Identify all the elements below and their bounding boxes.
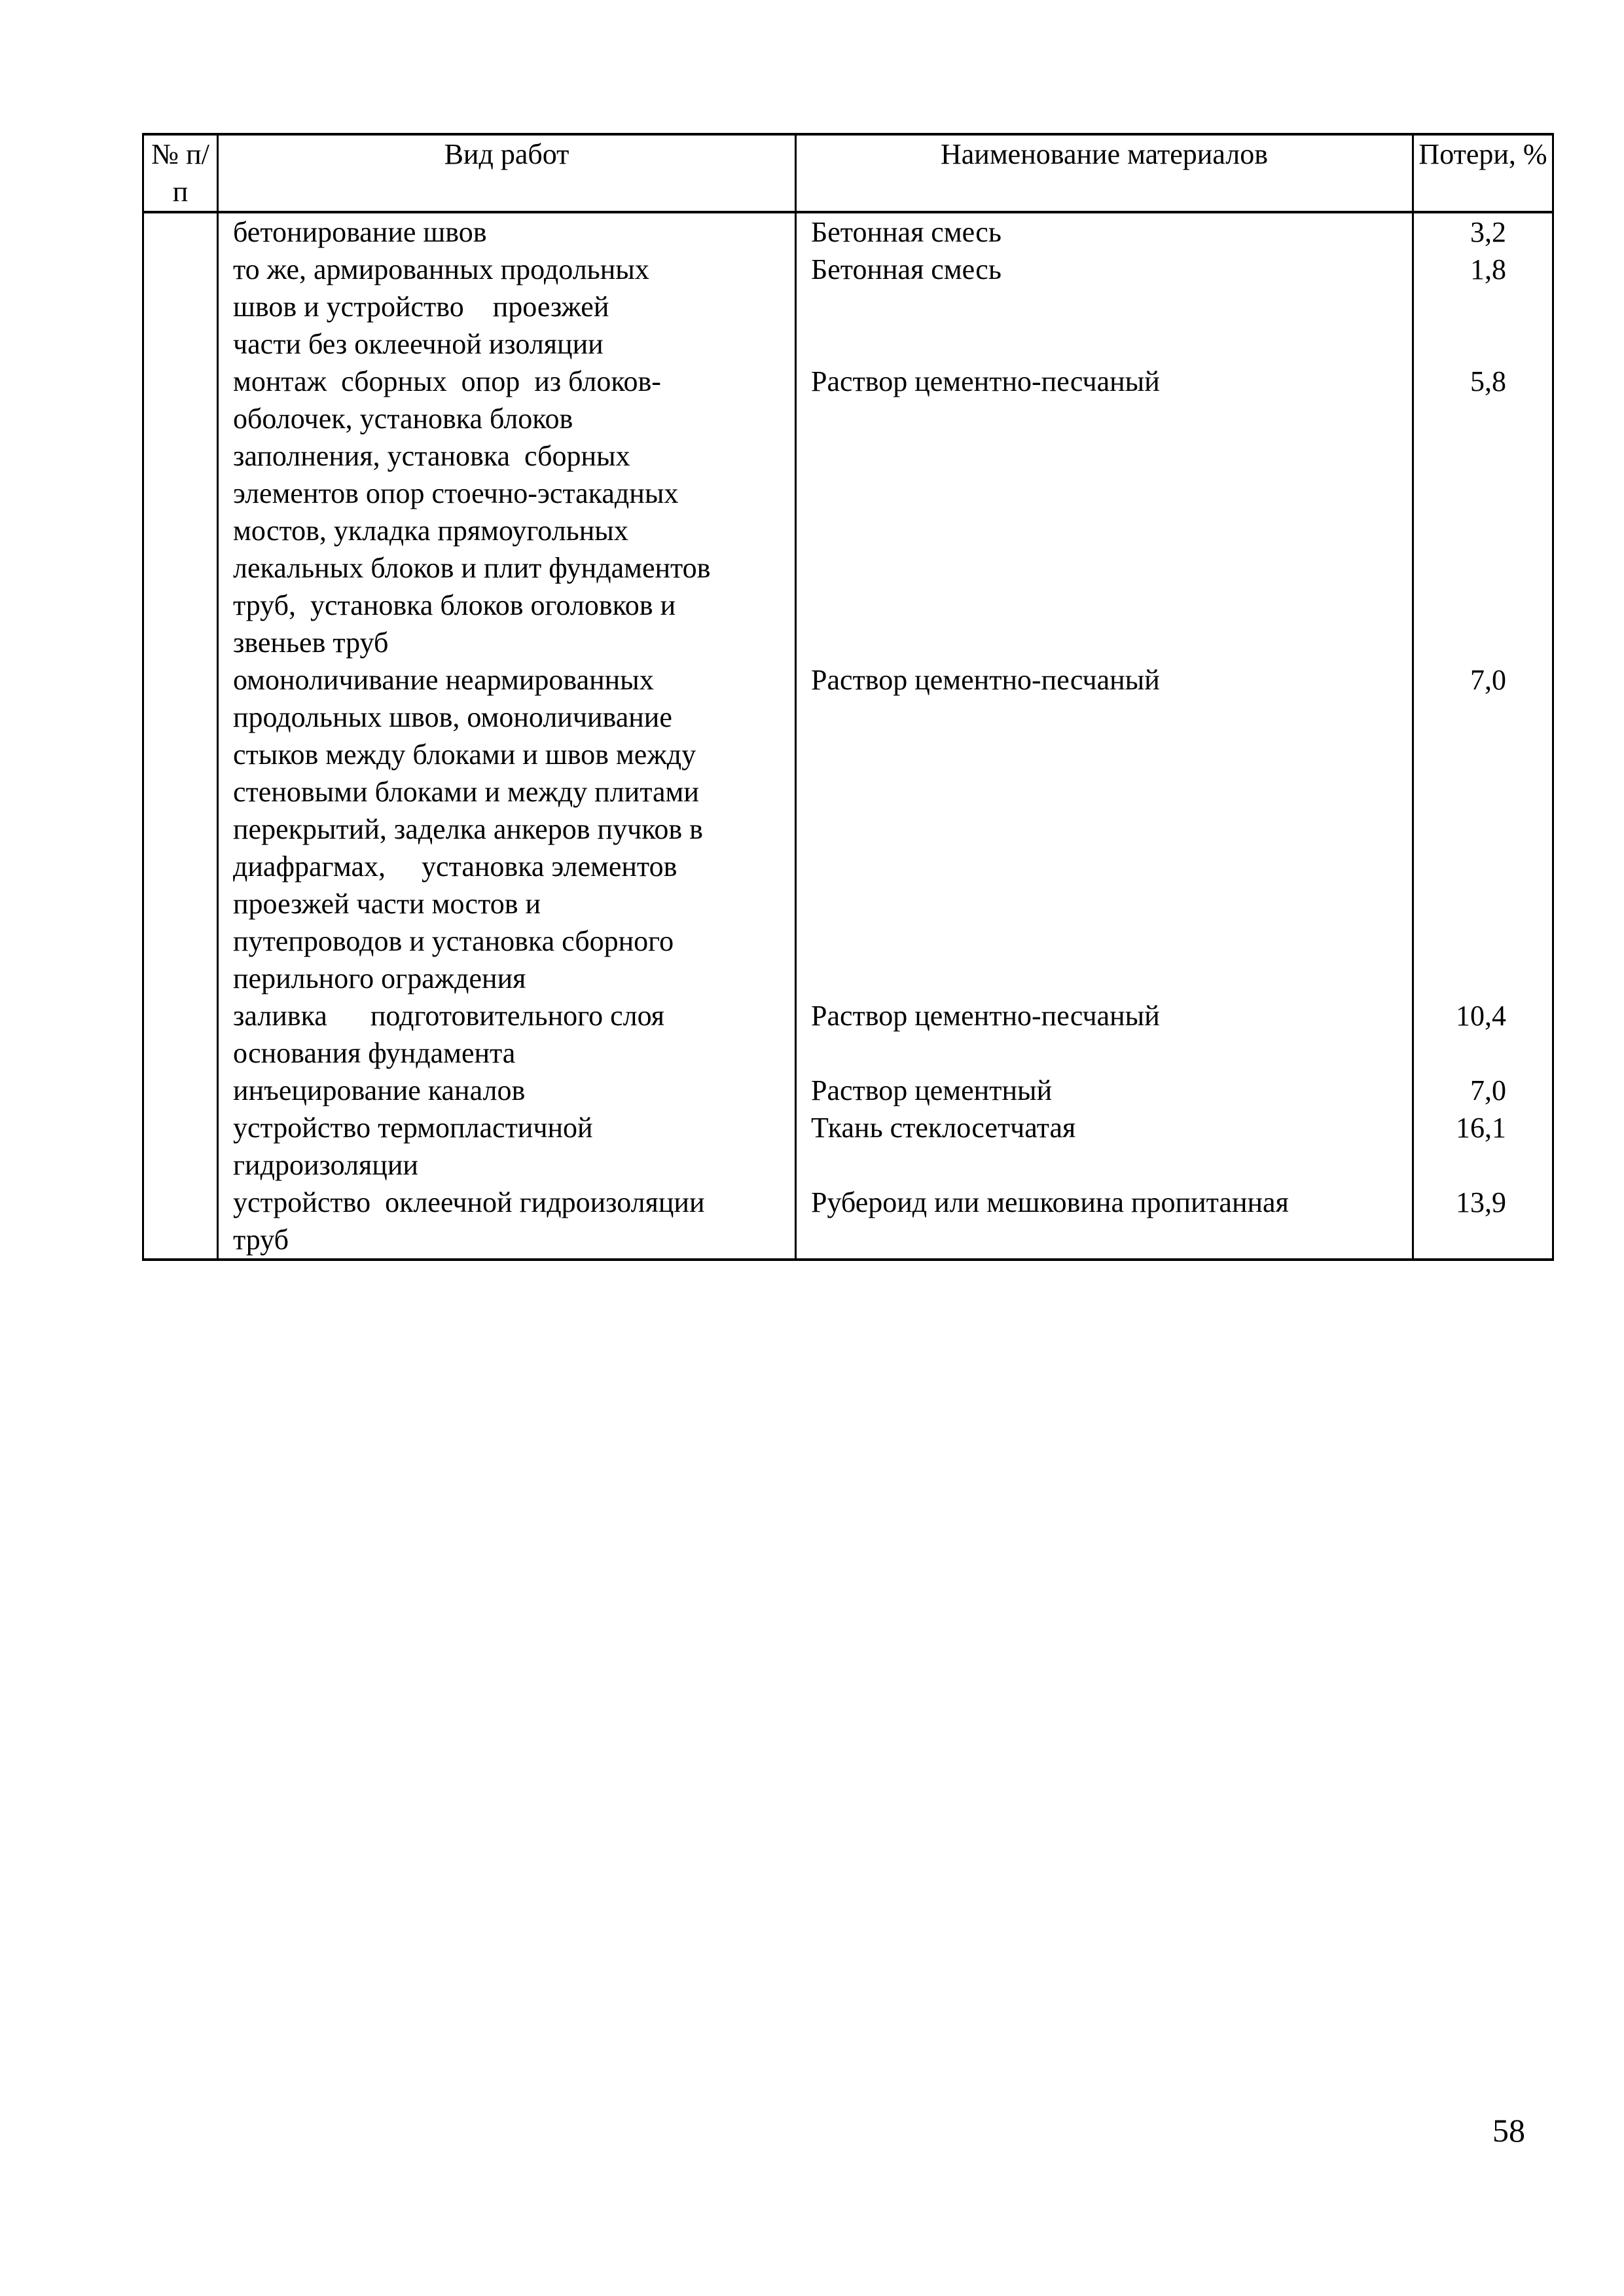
cell-material: Рубероид или мешковина пропитанная xyxy=(796,1184,1413,1260)
table-header-row xyxy=(143,134,1553,212)
cell-material: Раствор цементно-песчаный xyxy=(796,661,1413,997)
cell-loss: 3,2 xyxy=(1413,212,1553,251)
work-line: заполнения, установка сборных xyxy=(233,440,630,472)
cell-work xyxy=(218,212,796,251)
work-line: стеновыми блоками и между плитами xyxy=(233,776,699,808)
table-row xyxy=(143,363,1553,661)
work-line: швов и устройство проезжей xyxy=(233,291,609,323)
work-line: перекрытий, заделка анкеров пучков в xyxy=(233,813,703,845)
work-line: омоноличивание неармированных xyxy=(233,664,654,696)
work-line: лекальных блоков и плит фундаментов xyxy=(233,552,711,584)
table-row xyxy=(143,1072,1553,1109)
work-line: перильного ограждения xyxy=(233,962,526,994)
materials-loss-table xyxy=(142,133,1554,1261)
table-row xyxy=(143,251,1553,363)
work-line: заливка подготовительного слоя xyxy=(233,1000,664,1032)
work-line: оболочек, установка блоков xyxy=(233,403,573,435)
table-row xyxy=(143,997,1553,1072)
table-row xyxy=(143,661,1553,997)
work-line: гидроизоляции xyxy=(233,1149,418,1181)
cell-loss: 16,1 xyxy=(1413,1109,1553,1184)
header-loss: Потери, % xyxy=(1413,134,1553,212)
cell-loss: 7,0 xyxy=(1413,1072,1553,1109)
work-line: устройство термопластичной xyxy=(233,1112,593,1144)
cell-no xyxy=(143,661,218,997)
cell-work xyxy=(218,363,796,661)
cell-loss: 1,8 xyxy=(1413,251,1553,363)
work-line: части без оклеечной изоляции xyxy=(233,328,604,360)
work-line: диафрагмах, установка элементов xyxy=(233,850,677,883)
work-line: инъецирование каналов xyxy=(233,1074,526,1106)
work-line: труб xyxy=(233,1224,289,1256)
page-number: 58 xyxy=(1492,2112,1525,2149)
header-work: Вид работ xyxy=(218,134,796,212)
cell-no xyxy=(143,997,218,1072)
table-row xyxy=(143,1109,1553,1184)
cell-work xyxy=(218,251,796,363)
cell-work xyxy=(218,661,796,997)
header-no: № п/п xyxy=(143,134,218,212)
cell-work xyxy=(218,1184,796,1260)
work-line: звеньев труб xyxy=(233,627,389,659)
work-line: элементов опор стоечно-эстакадных xyxy=(233,477,679,509)
cell-material: Бетонная смесь xyxy=(796,251,1413,363)
cell-work xyxy=(218,997,796,1072)
cell-material: Раствор цементно-песчаный xyxy=(796,363,1413,661)
cell-loss: 13,9 xyxy=(1413,1184,1553,1260)
header-material: Наименование материалов xyxy=(796,134,1413,212)
work-line: путепроводов и установка сборного xyxy=(233,925,674,957)
work-line: бетонирование швов xyxy=(233,216,487,248)
cell-work xyxy=(218,1072,796,1109)
cell-no xyxy=(143,1072,218,1109)
work-line: продольных швов, омоноличивание xyxy=(233,701,672,733)
cell-no xyxy=(143,1184,218,1260)
work-line: проезжей части мостов и xyxy=(233,888,541,920)
table-row xyxy=(143,212,1553,251)
work-line: мостов, укладка прямоугольных xyxy=(233,515,628,547)
cell-material: Раствор цементный xyxy=(796,1072,1413,1109)
cell-loss: 7,0 xyxy=(1413,661,1553,997)
cell-work xyxy=(218,1109,796,1184)
work-line: основания фундамента xyxy=(233,1037,516,1069)
work-line: стыков между блоками и швов между xyxy=(233,738,696,771)
cell-material: Ткань стеклосетчатая xyxy=(796,1109,1413,1184)
work-line: устройство оклеечной гидроизоляции xyxy=(233,1186,705,1218)
cell-material: Бетонная смесь xyxy=(796,212,1413,251)
cell-no xyxy=(143,363,218,661)
work-line: монтаж сборных опор из блоков- xyxy=(233,365,661,397)
work-line: труб, установка блоков оголовков и xyxy=(233,589,676,621)
work-line: то же, армированных продольных xyxy=(233,253,649,285)
cell-no xyxy=(143,251,218,363)
table-row xyxy=(143,1184,1553,1260)
cell-no xyxy=(143,212,218,251)
cell-no xyxy=(143,1109,218,1184)
cell-loss: 5,8 xyxy=(1413,363,1553,661)
cell-loss: 10,4 xyxy=(1413,997,1553,1072)
cell-material: Раствор цементно-песчаный xyxy=(796,997,1413,1072)
